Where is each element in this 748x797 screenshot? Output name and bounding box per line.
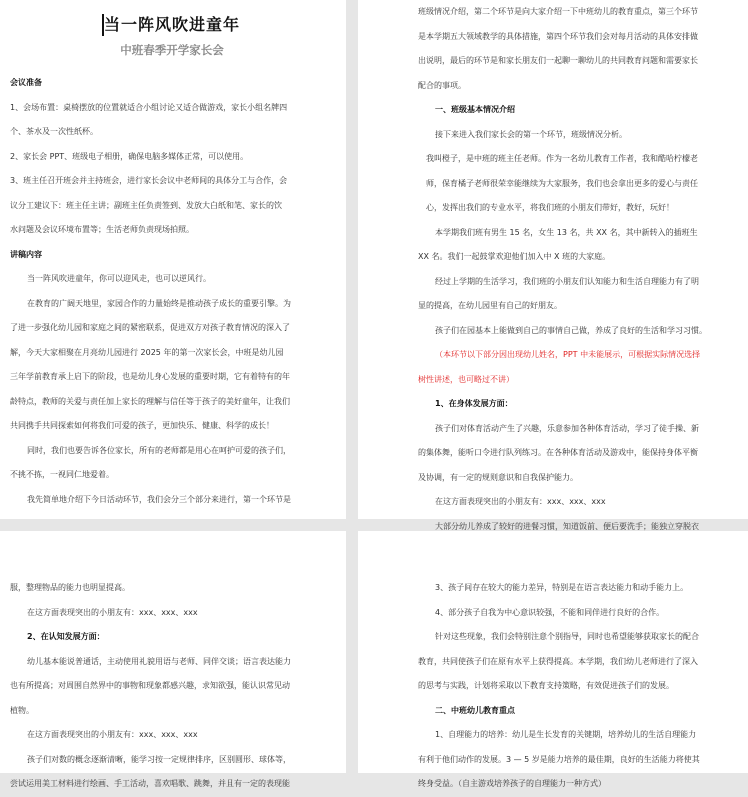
red-note-line: （本环节以下部分因出现幼儿姓名，PPT 中未能展示，可根据实际情况选择 xyxy=(435,350,701,359)
document-page-4[interactable] xyxy=(358,531,748,788)
paragraph-line: 有利于他们动作的发展。3 — 5 岁是能力培养的最佳期，良好的生活能力将使其 xyxy=(418,754,700,764)
paragraph-line: 师，保育橘子老师很荣幸能继续为大家服务，我们也会拿出更多的爱心与责任 xyxy=(426,178,698,188)
document-subtitle: 中班春季开学家长会 xyxy=(120,43,224,57)
paragraph-line: 3、孩子间存在较大的能力差异，特别是在语言表达能力和动手能力上。 xyxy=(435,583,689,592)
paragraph-line: 经过上学期的生活学习，我们班的小朋友们认知能力和生活自理能力有了明 xyxy=(435,276,699,286)
paragraph-line: 龄特点，教师的关爱与责任加上家长的理解与信任等于孩子的美好童年，让我们 xyxy=(10,396,290,406)
paragraph-line: 2、家长会 PPT、班级电子相册，确保电脑多媒体正常，可以使用。 xyxy=(10,151,249,161)
paragraph-line: 的集体舞，能听口令进行队列练习。在各种体育活动及游戏中，能保持身体平衡 xyxy=(418,448,698,457)
subsection-heading: 2、在认知发展方面： xyxy=(27,632,105,641)
paragraph-line: 我叫橙子，是中班的班主任老师。作为一名幼儿教育工作者，我和酷哈柠檬老 xyxy=(426,154,698,163)
paragraph-line: 当一阵风吹进童年，你可以迎风走，也可以逆风行。 xyxy=(27,274,211,283)
paragraph-line: 解，今天大家相聚在月亮幼儿园进行 2025 年的第一次家长会，中班是幼儿园 xyxy=(10,347,284,357)
section-heading: 二、中班幼儿教育重点 xyxy=(435,705,515,715)
paragraph-line: 配合的事项。 xyxy=(418,80,466,90)
red-note-line: 树性讲述，也可略过不讲） xyxy=(418,374,514,384)
document-title: 当一阵风吹进童年 xyxy=(103,15,240,34)
paragraph-line: 在这方面表现突出的小朋友有：xxx、xxx、xxx xyxy=(435,497,606,506)
paragraph-line: 心，发挥出我们的专业水平，将我们班的小朋友们带好，教好，玩好！ xyxy=(426,203,674,212)
paragraph-line: 1、自理能力的培养：幼儿是生长发育的关键期，培养幼儿的生活自理能力 xyxy=(435,730,697,739)
paragraph-line: 终身受益。（自主游戏培养孩子的自理能力一种方式） xyxy=(418,779,606,788)
paragraph-line: 了进一步强化幼儿园和家庭之间的紧密联系，促进双方对孩子教育情况的深入了 xyxy=(10,323,290,332)
paragraph-line: 出说明，最后的环节是和家长朋友们一起聊一聊幼儿的共同教育问题和需要家长 xyxy=(418,56,698,65)
paragraph-line: 显的提高，在幼儿园里有自己的好朋友。 xyxy=(418,301,562,310)
paragraph-line: 在教育的广阔天地里，家园合作的力量始终是推动孩子成长的重要引擎。为 xyxy=(27,298,291,308)
spacer xyxy=(10,58,334,71)
paragraph-line: 4、部分孩子自我为中心意识较强，不能和同伴进行良好的合作。 xyxy=(435,607,665,617)
paragraph-line: 植物。 xyxy=(10,705,34,715)
paragraph-line: 在这方面表现突出的小朋友有：xxx、xxx、xxx xyxy=(27,607,198,617)
paragraph-line: 共同携手共同探索如何将我们可爱的孩子，更加快乐、健康、科学的成长！ xyxy=(10,421,274,430)
paragraph-line: 服，整理物品的能力也明显提高。 xyxy=(10,583,130,592)
paragraph-line: 水问题及会议环境布置等；生活老师负责现场拍照。 xyxy=(10,225,194,234)
paragraph-line: 孩子们对体育活动产生了兴趣，乐意参加各种体育活动，学习了徒手操、新 xyxy=(435,423,699,433)
section-heading: 会议准备 xyxy=(10,78,42,87)
paragraph-line: XX 名。我们一起鼓掌欢迎他们加入中 X 班的大家庭。 xyxy=(418,252,611,261)
paragraph-line: 班级情况介绍，第二个环节是向大家介绍一下中班幼儿的教育重点，第三个环节 xyxy=(418,7,698,16)
paragraph-line: 3、班主任召开班会并主持班会，进行家长会议中老师间的具体分工与合作，会 xyxy=(10,176,288,185)
subsection-heading: 1、在身体发展方面： xyxy=(435,399,513,408)
paragraph-line: 大部分幼儿养成了较好的进餐习惯，知道饭前、便后要洗手；能独立穿脱衣 xyxy=(435,521,699,531)
document-page-1[interactable] xyxy=(0,0,346,519)
paragraph-line: 同时，我们也要告诉各位家长，所有的老师都是用心在呵护可爱的孩子们， xyxy=(27,445,291,455)
paragraph-line: 接下来进入我们家长会的第一个环节，班级情况分析。 xyxy=(435,129,627,139)
text-cursor xyxy=(102,14,104,36)
paragraph-line: 也有所提高；对周围自然界中的事物和现象都感兴趣，求知欲强，能认识常见动 xyxy=(10,681,290,690)
paragraph-line: 是本学期五大领域教学的具体措施，第四个环节我们会对每月活动的具体安排做 xyxy=(418,31,698,41)
section-heading: 讲稿内容 xyxy=(10,249,42,259)
document-page-3[interactable] xyxy=(0,531,346,788)
paragraph-line: 三年学前教育承上启下的阶段，也是幼儿身心发展的重要时期，它有着特有的年 xyxy=(10,372,290,381)
paragraph-line: 在这方面表现突出的小朋友有：xxx、xxx、xxx xyxy=(27,730,198,739)
document-page-2[interactable] xyxy=(358,0,748,531)
paragraph-line: 及协调，有一定的规则意识和自我保护能力。 xyxy=(418,472,578,482)
paragraph-line: 尝试运用美工材料进行绘画、手工活动，喜欢唱歌、跳舞，并且有一定的表现能 xyxy=(10,779,290,788)
section-heading: 一、班级基本情况介绍 xyxy=(435,105,515,114)
paragraph-line: 教育，共同使孩子们在原有水平上获得提高。本学期，我们幼儿老师进行了深入 xyxy=(418,656,698,666)
paragraph-line: 孩子们在园基本上能做到自己的事情自己做，养成了良好的生活和学习习惯。 xyxy=(435,325,707,335)
paragraph-line: 议分工建议下：班主任主讲；副班主任负责签到、发放大白纸和笔、家长的饮 xyxy=(10,200,282,210)
paragraph-line: 个、茶水及一次性纸杯。 xyxy=(10,127,98,136)
paragraph-line: 我先简单地介绍下今日活动环节，我们会分三个部分来进行，第一个环节是 xyxy=(27,494,291,504)
paragraph-line: 针对这些现象，我们会特别注意个别指导，同时也希望能够获取家长的配合 xyxy=(435,632,699,641)
paragraph-line: 幼儿基本能说普通话，主动使用礼貌用语与老师、同伴交谈；语言表达能力 xyxy=(27,656,291,666)
paragraph-line: 1、会场布置：桌椅摆放的位置就适合小组讨论又适合做游戏，家长小组名牌四 xyxy=(10,102,288,112)
paragraph-line: 孩子们对数的概念逐渐清晰，能学习按一定规律排序，区别圆形、球体等， xyxy=(27,754,291,764)
paragraph-line: 本学期我们班有男生 15 名，女生 13 名，共 XX 名，其中新转入的插班生 xyxy=(435,227,698,237)
paragraph-line: 不挑不拣，一视同仁地爱着。 xyxy=(10,470,114,479)
paragraph-line: 的思考与实践，计划将采取以下教育支持策略，有效促进孩子们的发展。 xyxy=(418,681,674,690)
